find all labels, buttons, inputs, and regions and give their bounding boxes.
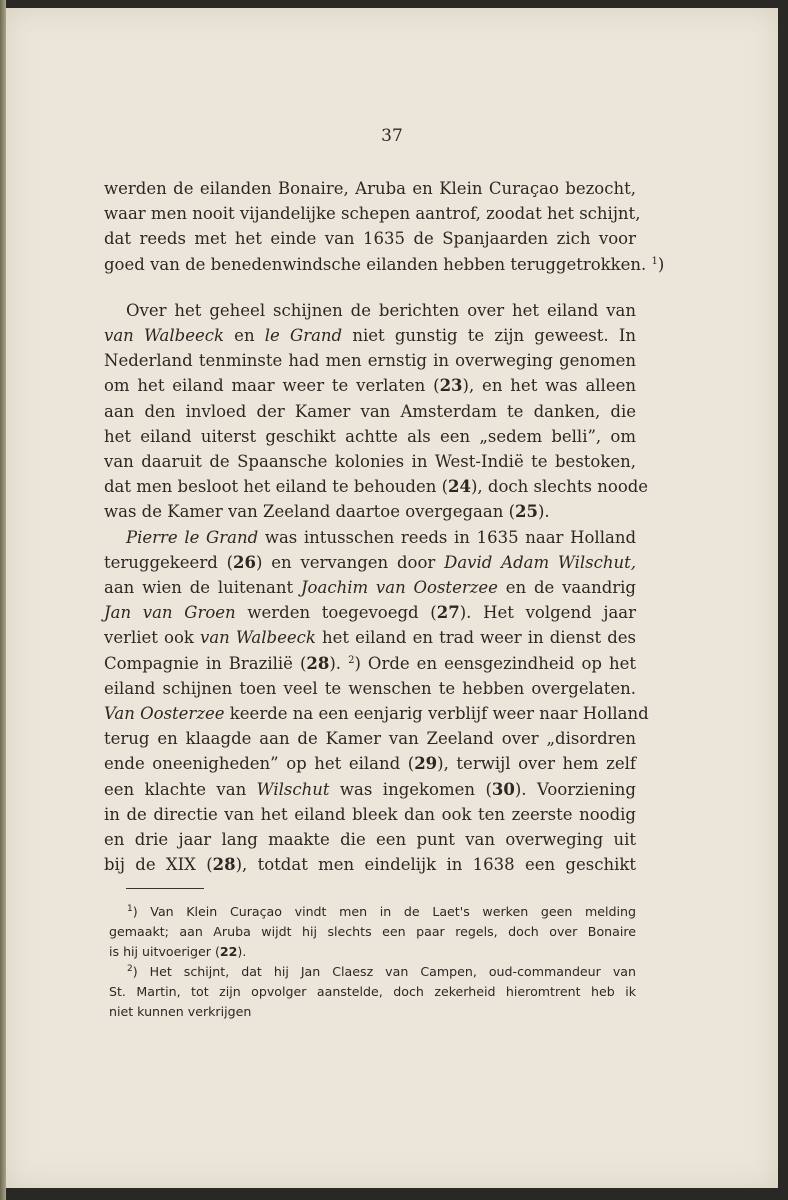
text-line: dat men besloot het eiland te behouden (24), doch slechts noode (104, 477, 649, 497)
reference-number: 28 (212, 855, 236, 875)
person-name: Pierre le Grand (126, 527, 259, 547)
text-line: eiland schijnen toen veel te wenschen te hebben overgelaten. (104, 678, 636, 698)
text-line: Pierre le Grand was intusschen reeds in 1635 naar Holland (126, 527, 637, 547)
text-line: St. Martin, tot zijn opvolger aanstelde, doch zekerheid hieromtrent heb ik (109, 984, 636, 999)
text-line: werden de eilanden Bonaire, Aruba en Klein Curaçao bezocht, (104, 179, 636, 198)
reference-number: 24 (448, 477, 471, 497)
footnote-2 (109, 962, 636, 1022)
text-line: is hij uitvoeriger (22). (109, 944, 247, 959)
text-line: in de directie van het eiland bleek dan ook ten zeerste noodig (104, 804, 636, 824)
text-line: verliet ook van Walbeeck het eiland en trad weer in dienst des (104, 628, 637, 648)
person-name: Jan van Groen (104, 603, 236, 623)
text-line: Van Oosterzee keerde na een eenjarig verblijf weer naar Holland (104, 704, 649, 724)
reference-number: 29 (414, 754, 438, 774)
text-line: $^2$) Het schijnt, dat hij Jan Claesz van Campen, oud-commandeur van (127, 964, 636, 979)
page-number: 37 (381, 126, 403, 146)
body-text (104, 176, 665, 877)
person-name: le Grand (264, 326, 343, 346)
reference-number: 22 (219, 944, 238, 959)
reference-number: 26 (233, 552, 256, 572)
text-line: teruggekeerd (26) en vervangen door David Adam Wilschut, (104, 552, 636, 572)
text-line: terug en klaagde aan de Kamer van Zeeland over „disordren (104, 729, 636, 749)
text-line: Compagnie in Brazilië (28). $^2$) Orde en eensgezindheid op het (104, 653, 636, 673)
text-line: van daaruit de Spaansche kolonies in West-Indië te bestoken, (104, 452, 636, 472)
text-segment: goed van de benedenwindsche eilanden hebben teruggetrokken. (104, 254, 652, 274)
reference-number: 28 (306, 653, 330, 673)
paragraph-3 (104, 525, 649, 878)
text-line: dat reeds met het einde van 1635 de Spanjaarden zich voor (104, 229, 636, 249)
person-name: van Walbeeck (200, 628, 316, 648)
reference-number: 30 (491, 779, 515, 799)
text-line: was de Kamer van Zeeland daartoe overgegaan (25). (104, 502, 550, 522)
reference-number: 23 (439, 376, 463, 396)
text-line: waar men nooit vijandelijke schepen aantrof, zoodat het schijnt, (104, 204, 641, 224)
text-line: van Walbeeck en le Grand niet gunstig te zijn geweest. In (104, 326, 636, 346)
footnote-mark: 2 (348, 654, 355, 666)
text-line: om het eiland maar weer te verlaten (23), en het was alleen (104, 376, 636, 396)
text-line: een klachte van Wilschut was ingekomen (30). Voorziening (104, 779, 636, 799)
footnote-mark: 2 (127, 964, 133, 974)
footnote-1 (109, 902, 636, 962)
text-line: Nederland tenminste had men ernstig in overweging genomen (104, 351, 636, 371)
paragraph-1 (104, 176, 665, 277)
footnotes (109, 902, 636, 1022)
text-line: Jan van Groen werden toegevoegd (27). Het volgend jaar (104, 603, 637, 623)
text-line: $^1$) Van Klein Curaçao vindt men in de Laet's werken geen melding (127, 904, 636, 919)
text-line: aan wien de luitenant Joachim van Oosterzee en de vaandrig (104, 578, 636, 598)
text-line: en drie jaar lang maakte die een punt van overweging uit (104, 830, 636, 850)
text-line: goed van de benedenwindsche eilanden hebben teruggetrokken. $^1$) (104, 254, 665, 274)
text-line: Over het geheel schijnen de berichten over het eiland van (126, 300, 636, 320)
person-name: van Walbeeck (104, 326, 224, 346)
text-line: het eiland uiterst geschikt achtte als een „sedem belli”, om (104, 426, 636, 446)
person-name: Joachim van Oosterzee (300, 578, 498, 598)
footnote-mark: 1 (127, 904, 133, 914)
person-name: Van Oosterzee (104, 704, 225, 724)
text-line: niet kunnen verkrijgen (109, 1004, 252, 1019)
reference-number: 25 (515, 502, 538, 522)
text-line: gemaakt; aan Aruba wijdt hij slechts een paar regels, doch over Bonaire (109, 924, 636, 939)
reference-number: 27 (436, 603, 460, 623)
text-line: bij de XIX (28), totdat men eindelijk in 1638 een geschikt (104, 855, 636, 875)
paragraph-2 (104, 298, 649, 525)
footnote-rule (126, 888, 204, 889)
text-line: aan den invloed der Kamer van Amsterdam te danken, die (104, 401, 636, 421)
person-name: David Adam Wilschut, (444, 552, 636, 572)
text-line: ende oneenigheden” op het eiland (29), terwijl over hem zelf (104, 754, 636, 774)
book-page (6, 8, 778, 1188)
footnote-mark: 1 (651, 255, 658, 267)
person-name: Wilschut (256, 779, 330, 799)
